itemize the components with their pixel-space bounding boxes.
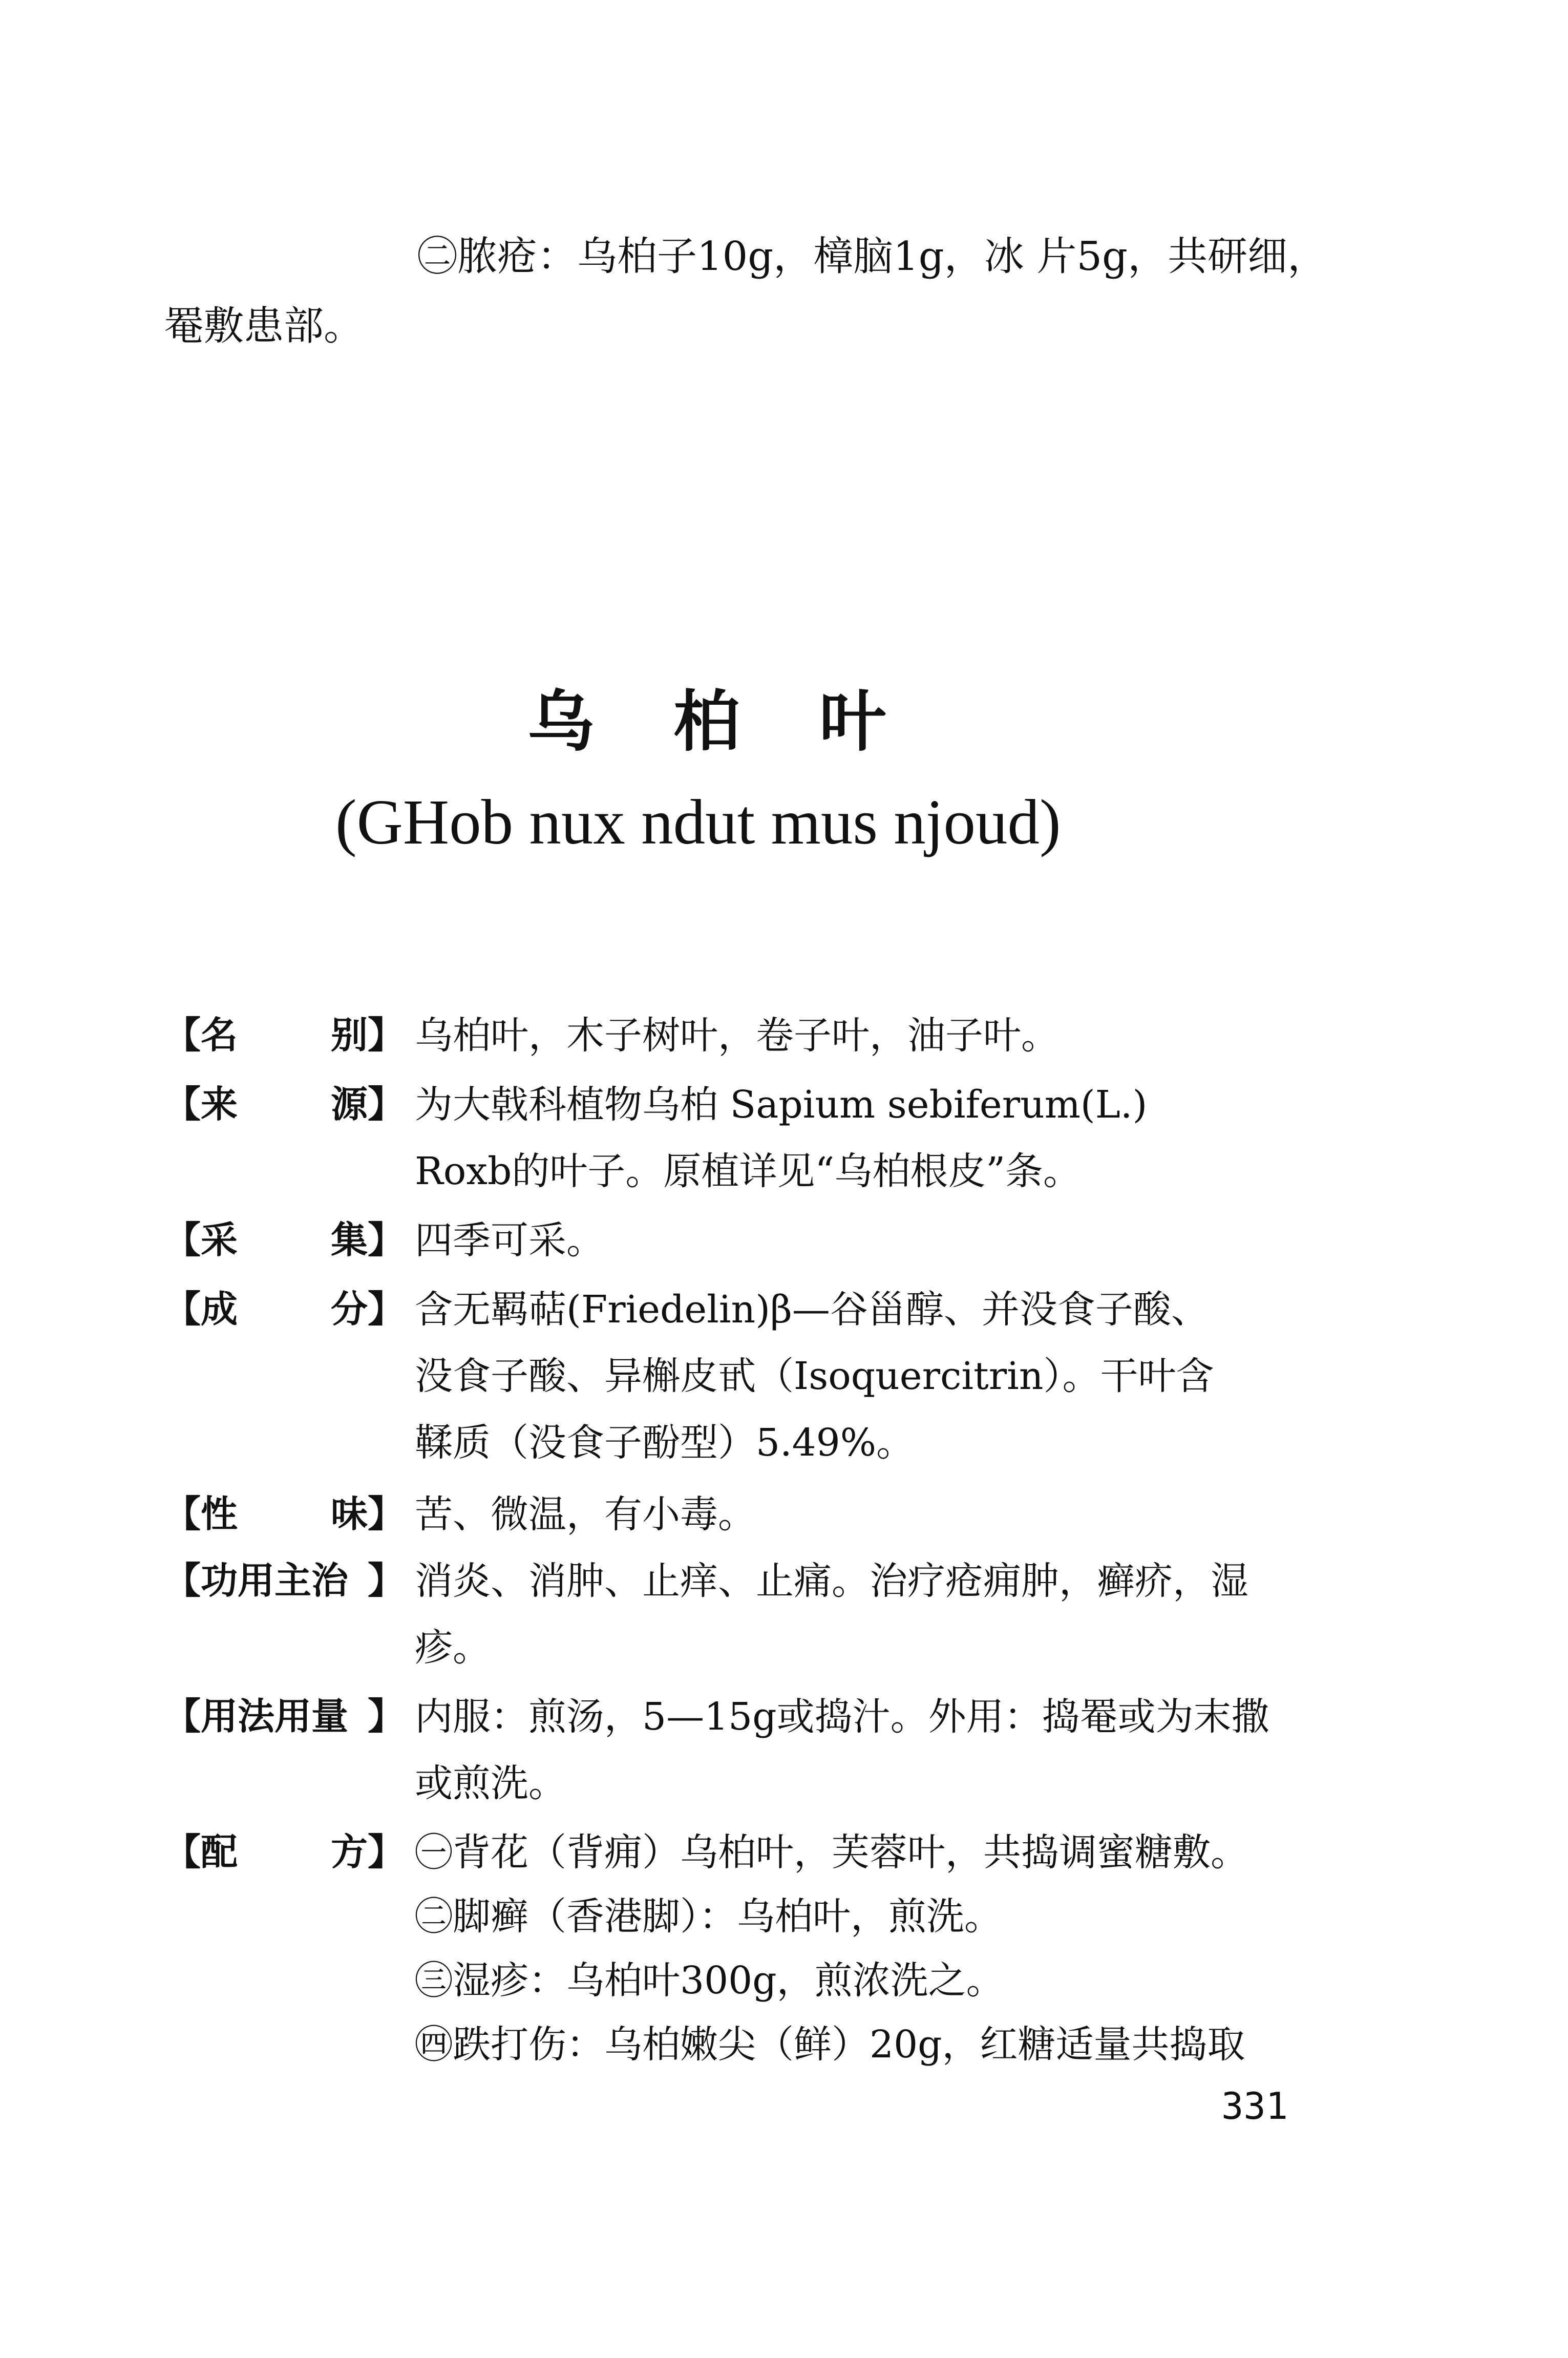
entry-label: 【来 源】: [164, 1083, 405, 1126]
page-title: 乌柏叶: [527, 683, 966, 761]
entry-label: 【用法用量 】: [164, 1695, 405, 1738]
entry-label: 【性 味】: [164, 1492, 405, 1535]
entry-text: ㊀背花（背痈）乌柏叶，芙蓉叶，共捣调蜜糖敷。: [415, 1830, 1248, 1875]
entry-label: 【成 分】: [164, 1288, 405, 1331]
entry-label: 【配 方】: [164, 1830, 405, 1873]
entry-label: 【名 别】: [164, 1014, 405, 1057]
entry-text: 或煎洗。: [415, 1761, 566, 1805]
entry-text: 内服：煎汤，5—15g或捣汁。外用：捣罨或为末撒: [415, 1695, 1269, 1739]
entry-text: 含无羁萜(Friedelin)β—谷甾醇、并没食子酸、: [415, 1288, 1209, 1332]
entry-text: 消炎、消肿、止痒、止痛。治疗疮痈肿，癣疥，湿: [415, 1559, 1248, 1603]
page-subtitle: (GHob nux ndut mus njoud): [335, 787, 1061, 858]
entry-label: 【采 集】: [164, 1218, 405, 1261]
entry-text: 疹。: [415, 1626, 491, 1670]
entry-label: 【功用主治 】: [164, 1559, 405, 1602]
page-number: 331: [1221, 2085, 1288, 2128]
entry-text: 鞣质（没食子酚型）5.49%。: [415, 1421, 915, 1465]
entry-text: ㊁脚癣（香港脚）：乌柏叶，煎洗。: [415, 1894, 1002, 1939]
entry-text: 苦、微温，有小毒。: [415, 1492, 756, 1536]
entry-text: ㊂湿疹：乌柏叶300g，煎浓洗之。: [415, 1959, 1004, 2003]
entry-text: 没食子酸、异槲皮甙（Isoquercitrin）。干叶含: [415, 1354, 1214, 1398]
continuation-line-1: ㊁脓疮：乌柏子10g，樟脑1g，冰 片5g，共研细，: [417, 234, 1328, 280]
entry-text: 为大戟科植物乌柏 Sapium sebiferum(L.): [415, 1083, 1148, 1127]
continuation-line-2: 罨敷患部。: [164, 303, 364, 349]
entry-text: 四季可采。: [415, 1218, 604, 1262]
entry-text: 乌柏叶，木子树叶，卷子叶，油子叶。: [415, 1014, 1059, 1058]
entry-text: ㊃跌打伤：乌柏嫩尖（鲜）20g，红糖适量共捣取: [415, 2023, 1245, 2067]
entry-text: Roxb的叶子。原植详见“乌柏根皮”条。: [415, 1149, 1082, 1193]
